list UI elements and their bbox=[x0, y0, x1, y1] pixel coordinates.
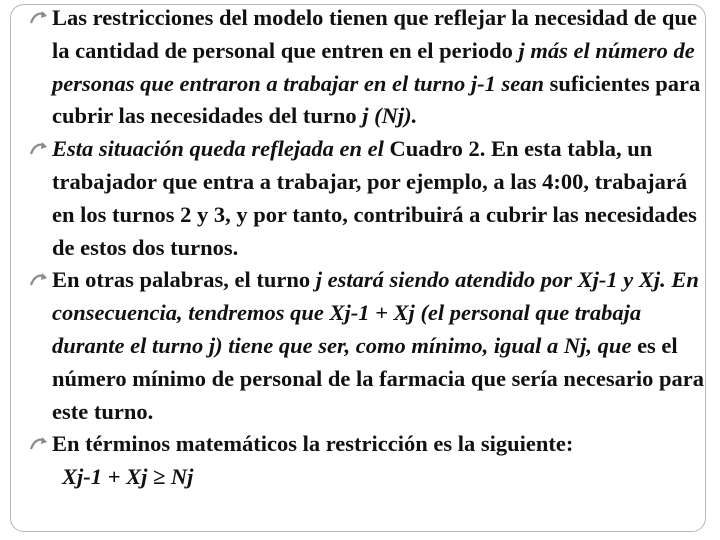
paragraph-1-text-2: j más el número de personas que entraron a trabajar en el turno j-1 sean bbox=[52, 37, 695, 96]
bullet-paragraph-1 bbox=[30, 2, 710, 133]
curved-arrow-bullet-icon bbox=[30, 271, 48, 289]
bullet-paragraph-3 bbox=[30, 264, 710, 428]
paragraph-3-text-2: j estará siendo atendido por Xj-1 y Xj. En consecuencia, tendremos que Xj-1 + Xj (el personal que trabaja durante el turno j) tiene que ser, como mínimo, igual a Nj, que bbox=[52, 267, 699, 358]
curved-arrow-bullet-icon bbox=[30, 140, 48, 158]
paragraph-4-text-1: En términos matemáticos la restricción es la siguiente: bbox=[52, 431, 574, 457]
bullet-paragraph-4 bbox=[30, 428, 710, 461]
curved-arrow-bullet-icon bbox=[30, 9, 48, 27]
paragraph-1-text-4: j (Nj). bbox=[362, 103, 418, 129]
constraint-formula: Xj-1 + Xj ≥ Nj bbox=[62, 464, 194, 490]
paragraph-2-text-1: Esta situación queda reflejada en el bbox=[52, 136, 390, 162]
paragraph-1-text-3: suficientes para cubrir las necesidades del turno bbox=[52, 70, 701, 129]
curved-arrow-bullet-icon bbox=[30, 435, 48, 453]
paragraph-2-text-2: Cuadro 2. En esta tabla, un trabajador que entra a trabajar, por ejemplo, a las 4:00, trabajará en los turnos 2 y 3, y por tanto, contribuirá a cubrir las necesidades de estos dos turnos. bbox=[52, 136, 697, 260]
slide-content bbox=[30, 2, 710, 494]
paragraph-1-text-1: Las restricciones del modelo tienen que reflejar la necesidad de que la cantidad de personal que entren en el periodo bbox=[52, 5, 697, 63]
paragraph-3-text-3: es el número mínimo de personal de la farmacia que sería necesario para este turno. bbox=[52, 332, 705, 424]
bullet-paragraph-2 bbox=[30, 133, 710, 264]
paragraph-3-text-1: En otras palabras, el turno bbox=[52, 267, 316, 293]
